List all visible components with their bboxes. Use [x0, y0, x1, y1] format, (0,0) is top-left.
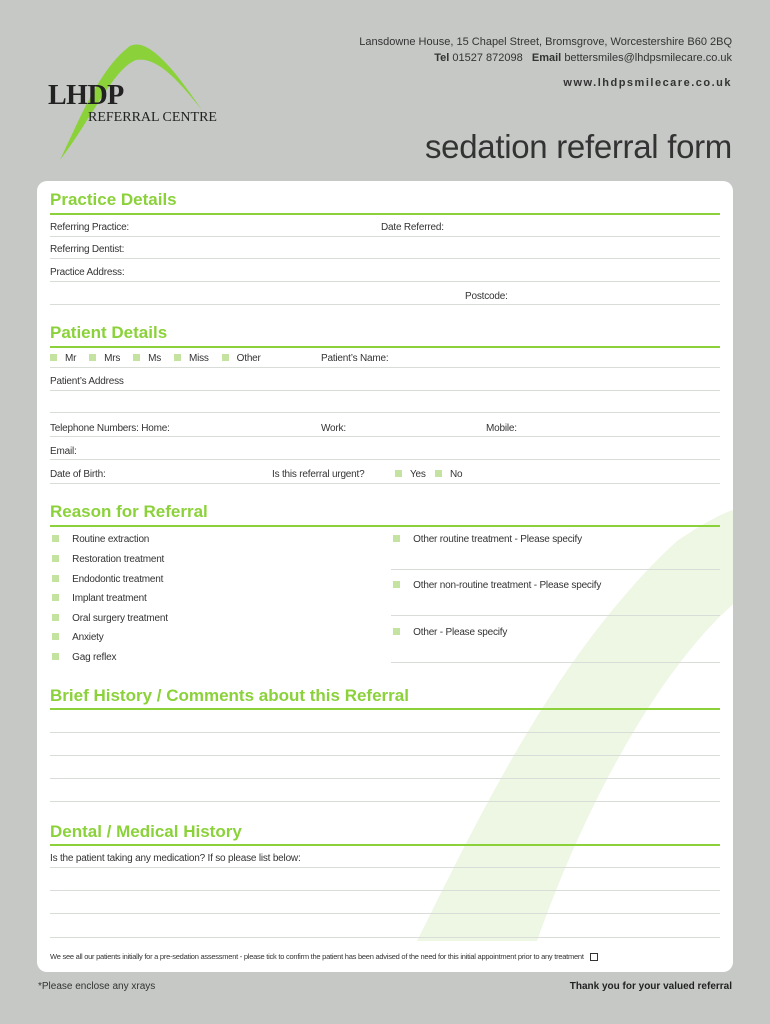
divider	[50, 459, 720, 460]
divider	[50, 483, 720, 484]
title-option-other[interactable]: Other	[222, 353, 261, 364]
reason-implant[interactable]: Implant treatment	[52, 593, 147, 604]
medical-line[interactable]	[50, 913, 720, 914]
reason-other-nonroutine[interactable]: Other non-routine treatment - Please specify	[393, 580, 601, 591]
tel-label: Tel	[434, 52, 450, 64]
history-line[interactable]	[50, 755, 720, 756]
reason-gag-reflex[interactable]: Gag reflex	[52, 652, 116, 663]
dob-field[interactable]: Date of Birth:	[50, 469, 106, 480]
checkbox[interactable]	[133, 354, 140, 361]
reason-restoration[interactable]: Restoration treatment	[52, 554, 164, 565]
history-heading: Brief History / Comments about this Referral	[50, 686, 409, 705]
postcode-field[interactable]: Postcode:	[465, 291, 508, 302]
contact-line	[434, 52, 732, 64]
reason-anxiety[interactable]: Anxiety	[52, 632, 104, 643]
checkbox[interactable]	[393, 628, 400, 635]
title-options	[50, 353, 261, 364]
divider	[50, 412, 720, 413]
title-option-ms[interactable]: Ms	[133, 353, 161, 364]
medical-line[interactable]	[50, 937, 720, 938]
referring-dentist-field[interactable]: Referring Dentist:	[50, 244, 125, 255]
medication-question: Is the patient taking any medication? If so please list below:	[50, 853, 301, 864]
checkbox[interactable]	[52, 535, 59, 542]
mobile-field[interactable]: Mobile:	[486, 423, 517, 434]
title-option-mrs[interactable]: Mrs	[89, 353, 120, 364]
title-option-mr[interactable]: Mr	[50, 353, 76, 364]
divider	[391, 662, 720, 663]
history-line[interactable]	[50, 732, 720, 733]
address-line: Lansdowne House, 15 Chapel Street, Bromsgrove, Worcestershire B60 2BQ	[359, 36, 732, 48]
reason-oral-surgery[interactable]: Oral surgery treatment	[52, 613, 168, 624]
urgent-question: Is this referral urgent?	[272, 469, 365, 480]
reason-other-routine[interactable]: Other routine treatment - Please specify	[393, 534, 582, 545]
referring-practice-field[interactable]: Referring Practice:	[50, 222, 130, 233]
checkbox[interactable]	[435, 470, 442, 477]
reason-rule	[50, 525, 720, 527]
medical-line[interactable]	[50, 890, 720, 891]
patient-name-field[interactable]: Patient’s Name:	[321, 353, 389, 364]
reason-heading: Reason for Referral	[50, 502, 208, 521]
email-value: bettersmiles@lhdpsmilecare.co.uk	[564, 52, 732, 64]
date-referred-field[interactable]: Date Referred:	[381, 222, 444, 233]
divider	[50, 258, 720, 259]
practice-heading: Practice Details	[50, 190, 177, 209]
practice-address-field[interactable]: Practice Address:	[50, 267, 125, 278]
tel-value: 01527 872098	[452, 52, 523, 64]
divider	[50, 304, 720, 305]
reason-routine-extraction[interactable]: Routine extraction	[52, 534, 149, 545]
checkbox[interactable]	[174, 354, 181, 361]
logo-main-text: LHDP	[48, 80, 124, 111]
work-phone-field[interactable]: Work:	[321, 423, 346, 434]
logo	[40, 38, 240, 168]
medical-line[interactable]	[50, 867, 720, 868]
checkbox[interactable]	[393, 535, 400, 542]
reason-endodontic[interactable]: Endodontic treatment	[52, 574, 163, 585]
history-line[interactable]	[50, 801, 720, 802]
history-line[interactable]	[50, 778, 720, 779]
thank-you-text: Thank you for your valued referral	[569, 981, 732, 992]
checkbox[interactable]	[52, 555, 59, 562]
title-option-miss[interactable]: Miss	[174, 353, 209, 364]
checkbox[interactable]	[52, 594, 59, 601]
logo-sub-text: REFERRAL CENTRE	[88, 110, 217, 125]
divider	[391, 615, 720, 616]
email-label: Email	[531, 52, 562, 64]
urgent-yes[interactable]: Yes	[395, 469, 426, 480]
medical-heading: Dental / Medical History	[50, 822, 242, 841]
divider	[50, 281, 720, 282]
assessment-confirmation	[50, 952, 598, 961]
divider	[391, 569, 720, 570]
assessment-text: We see all our patients initially for a pre-sedation assessment - please tick to confirm the patient has been advised of the need for this initial appointment prior to any treatment	[50, 952, 584, 961]
divider	[50, 236, 720, 237]
xray-note: *Please enclose any xrays	[38, 981, 156, 992]
checkbox[interactable]	[393, 581, 400, 588]
form-title: sedation referral form	[424, 128, 732, 165]
medical-rule	[50, 844, 720, 846]
checkbox[interactable]	[50, 354, 57, 361]
divider	[50, 436, 720, 437]
assessment-checkbox[interactable]	[590, 953, 598, 961]
patient-address-field[interactable]: Patient’s Address	[50, 376, 124, 387]
patient-rule	[50, 346, 720, 348]
history-rule	[50, 708, 720, 710]
form-card	[37, 181, 733, 972]
divider	[50, 367, 720, 368]
patient-heading: Patient Details	[50, 323, 168, 342]
checkbox[interactable]	[52, 575, 59, 582]
urgent-no[interactable]: No	[435, 469, 462, 480]
reason-other[interactable]: Other - Please specify	[393, 627, 507, 638]
divider	[50, 390, 720, 391]
home-phone-field[interactable]: Telephone Numbers: Home:	[50, 423, 170, 434]
practice-rule	[50, 213, 720, 215]
checkbox[interactable]	[52, 653, 59, 660]
checkbox[interactable]	[395, 470, 402, 477]
website: www.lhdpsmilecare.co.uk	[563, 77, 732, 89]
checkbox[interactable]	[89, 354, 96, 361]
checkbox[interactable]	[222, 354, 229, 361]
checkbox[interactable]	[52, 614, 59, 621]
checkbox[interactable]	[52, 633, 59, 640]
email-field[interactable]: Email:	[50, 446, 77, 457]
